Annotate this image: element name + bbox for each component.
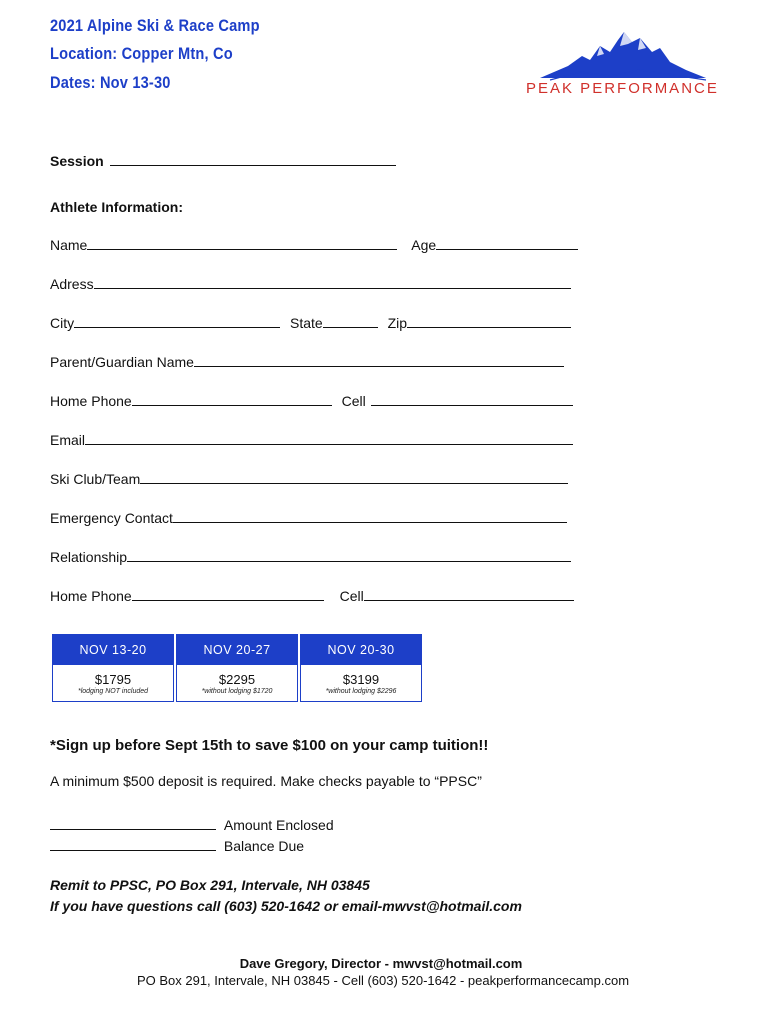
camp-location: Location: Copper Mtn, Co [50,44,233,63]
email-field[interactable] [85,430,573,445]
address-field[interactable] [94,274,571,289]
age-field[interactable] [436,235,578,250]
pricing-price: $3199 [342,672,380,687]
zip-field[interactable] [407,313,571,328]
emergency-phone-row [50,586,574,604]
pricing-dates: NOV 20-30 [301,635,421,665]
emergency-label: Emergency Contact [50,510,173,526]
state-label: State [290,315,323,331]
city-label: City [50,315,75,331]
city-field[interactable] [74,313,280,328]
cell-field[interactable] [371,391,573,406]
camp-dates: Dates: Nov 13-30 [50,73,171,92]
deposit-text: A minimum $500 deposit is required. Make checks payable to “PPSC” [50,773,482,789]
name-field[interactable] [87,235,397,250]
ski-club-row [50,469,568,487]
questions-text: If you have questions call (603) 520-1642 or email-mwvst@hotmail.com [50,898,522,914]
emergency-row [50,508,567,526]
pricing-box-1 [52,634,174,702]
balance-due-label: Balance Due [223,838,305,854]
relationship-field[interactable] [127,547,571,562]
home-phone-field[interactable] [132,391,332,406]
home-phone2-label: Home Phone [50,588,132,604]
balance-due-row [50,836,304,854]
emergency-field[interactable] [173,508,567,523]
ski-club-field[interactable] [140,469,568,484]
cell2-field[interactable] [364,586,574,601]
pricing-box-2 [176,634,298,702]
pricing-note: *lodging NOT included [77,688,149,695]
parent-row [50,352,564,370]
footer-director: Dave Gregory, Director - mwvst@hotmail.com [239,956,523,971]
pricing-dates: NOV 13-20 [53,635,173,665]
pricing-dates: NOV 20-27 [177,635,297,665]
age-label: Age [411,237,437,253]
email-row [50,430,573,448]
zip-label: Zip [387,315,408,331]
pricing-note: *without lodging $2296 [325,688,397,695]
amount-enclosed-label: Amount Enclosed [223,817,334,833]
remit-text: Remit to PPSC, PO Box 291, Intervale, NH 03845 [50,877,370,893]
city-row [50,313,571,331]
session-row [50,151,396,169]
cell-label: Cell [341,393,366,409]
footer-address: PO Box 291, Intervale, NH 03845 - Cell (603) 520-1642 - peakperformancecamp.com [136,973,630,988]
promo-text: *Sign up before Sept 15th to save $100 on your camp tuition!! [50,737,489,754]
name-label: Name [50,237,88,253]
session-field[interactable] [110,151,396,166]
email-label: Email [50,432,86,448]
relationship-label: Relationship [50,549,128,565]
parent-label: Parent/Guardian Name [50,354,194,370]
pricing-price: $2295 [218,672,256,687]
amount-enclosed-row [50,815,334,833]
parent-field[interactable] [194,352,564,367]
cell2-label: Cell [339,588,364,604]
home-phone-label: Home Phone [50,393,132,409]
athlete-heading: Athlete Information: [50,199,183,215]
ski-club-label: Ski Club/Team [50,471,141,487]
phone-row [50,391,573,409]
pricing-note: *without lodging $1720 [201,688,273,695]
pricing-box-3 [300,634,422,702]
state-field[interactable] [323,313,378,328]
name-row [50,235,578,253]
balance-due-field[interactable] [50,836,216,851]
logo-text: PEAK PERFORMANCE [526,80,719,97]
home-phone2-field[interactable] [132,586,324,601]
amount-enclosed-field[interactable] [50,815,216,830]
address-row [50,274,571,292]
relationship-row [50,547,571,565]
session-label: Session [50,153,104,169]
address-label: Adress [50,276,94,292]
camp-title: 2021 Alpine Ski & Race Camp [50,16,260,35]
pricing-price: $1795 [94,672,132,687]
